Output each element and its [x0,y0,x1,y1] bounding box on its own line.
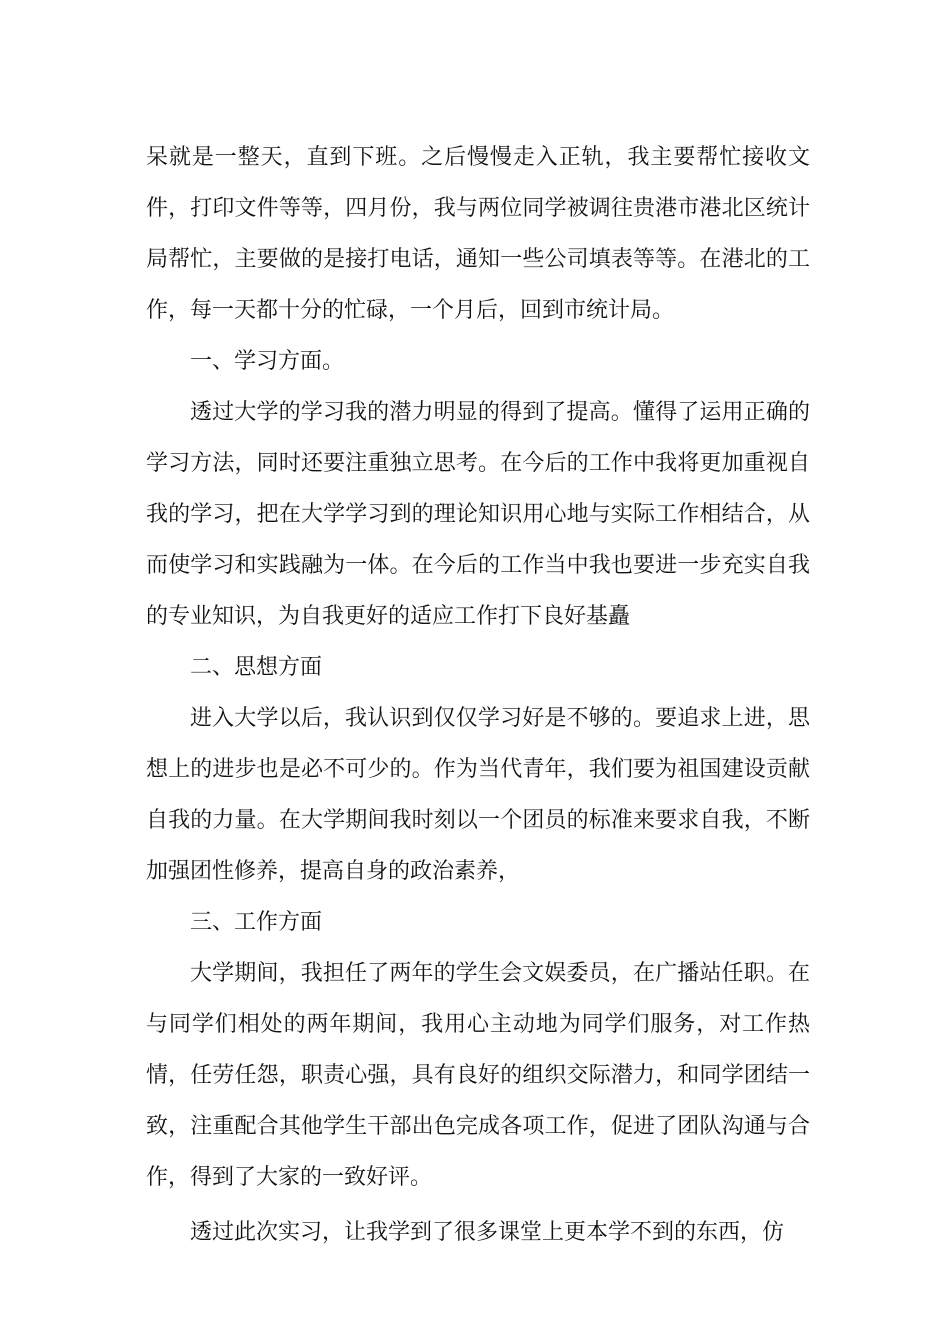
section-heading-work: 三、工作方面 [190,910,323,935]
section-heading-study: 一、学习方面。 [190,349,345,374]
paragraph-study: 透过大学的学习我的潜力明显的得到了提高。懂得了运用正确的学习方法，同时还要注重独立思考。在今后的工作中我将更加重视自我的学习，把在大学学习到的理论知识用心地与实际工作相结合，从而使学习和实践融为一体。在今后的工作当中我也要进一步充实自我的专业知识，为自我更好的适应工作打下良好基矗 [146,400,810,629]
paragraph-continued: 呆就是一整天，直到下班。之后慢慢走入正轨，我主要帮忙接收文件，打印文件等等，四月份，我与两位同学被调往贵港市港北区统计局帮忙，主要做的是接打电话，通知一些公司填表等等。在港北的工作，每一天都十分的忙碌，一个月后，回到市统计局。 [146,145,810,323]
document-body [146,132,810,1258]
paragraph-thought: 进入大学以后，我认识到仅仅学习好是不够的。要追求上进，思想上的进步也是必不可少的。作为当代青年，我们要为祖国建设贡献自我的力量。在大学期间我时刻以一个团员的标准来要求自我，不断加强团性修养，提高自身的政治素养， [146,706,810,884]
paragraph-work: 大学期间，我担任了两年的学生会文娱委员，在广播站任职。在与同学们相处的两年期间，我用心主动地为同学们服务，对工作热情，任劳任怨，职责心强，具有良好的组织交际潜力，和同学团结一致，注重配合其他学生干部出色完成各项工作，促进了团队沟通与合作，得到了大家的一致好评。 [146,961,810,1190]
paragraph-internship: 透过此次实习，让我学到了很多课堂上更本学不到的东西，仿 [190,1220,785,1245]
section-heading-thought: 二、思想方面 [190,655,323,680]
